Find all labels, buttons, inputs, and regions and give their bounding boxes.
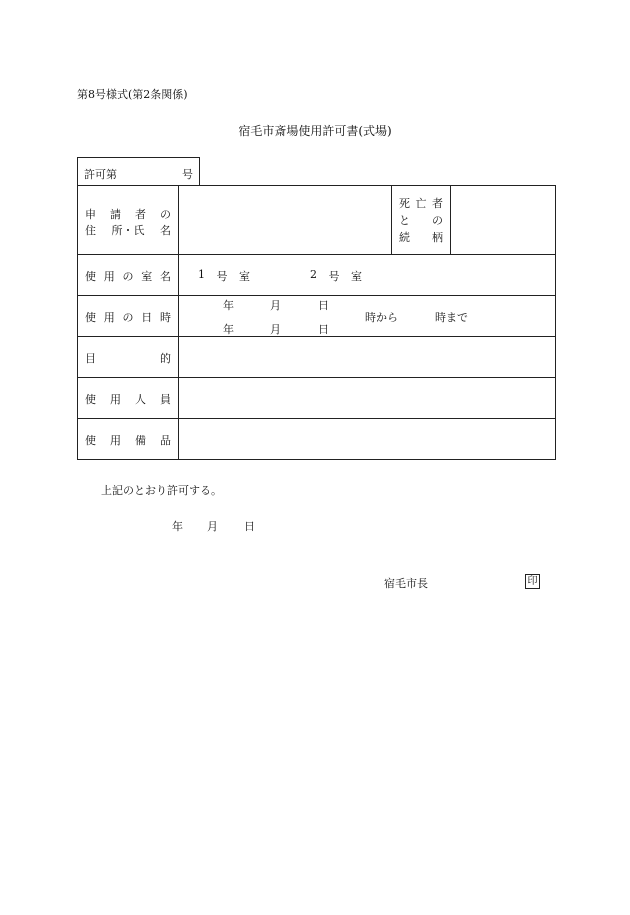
- equipment-label: [85, 432, 171, 448]
- label-char: 使: [85, 311, 96, 324]
- seal-stamp: 印: [525, 574, 540, 589]
- mayor-title: 宿毛市長: [384, 577, 428, 590]
- applicant-label-line2: [85, 222, 171, 238]
- deceased-label-divider-left: [391, 186, 392, 254]
- label-char: 請: [110, 208, 121, 221]
- issue-year: 年: [172, 520, 183, 533]
- option-char: 2: [310, 268, 317, 281]
- start-day: 日: [318, 299, 329, 312]
- label-char: 目: [85, 352, 96, 365]
- label-char: 品: [160, 434, 171, 447]
- label-char: 備: [135, 434, 146, 447]
- option-char: 号: [328, 270, 340, 283]
- label-char: 日: [141, 311, 153, 324]
- label-char: 申: [85, 208, 96, 221]
- purpose-label: [85, 350, 171, 366]
- label-char: 者: [135, 208, 146, 221]
- permit-table: [77, 185, 556, 460]
- start-year: 年: [223, 299, 234, 312]
- end-day: 日: [318, 323, 329, 336]
- deceased-label-line3: [399, 229, 443, 245]
- room-option-2[interactable]: [310, 268, 362, 284]
- time-from: 時から: [365, 311, 398, 324]
- label-char: 住: [85, 224, 96, 237]
- purpose-field[interactable]: [179, 337, 555, 377]
- label-char: 死: [399, 197, 410, 210]
- label-char: 用: [110, 434, 121, 447]
- people-field[interactable]: [179, 378, 555, 418]
- equipment-field[interactable]: [179, 419, 555, 459]
- room-label: [85, 268, 171, 284]
- permit-number-box: [77, 157, 200, 185]
- label-char: 亡: [415, 197, 427, 210]
- label-char: 的: [160, 352, 171, 365]
- label-char: 用: [103, 311, 115, 324]
- permit-suffix: 号: [182, 168, 193, 181]
- room-option-1[interactable]: [198, 268, 250, 284]
- row-divider: [78, 254, 555, 255]
- label-char: 続: [399, 231, 410, 244]
- issue-month: 月: [207, 520, 218, 533]
- approval-statement: 上記のとおり許可する。: [101, 484, 222, 497]
- label-char: 使: [85, 270, 96, 283]
- deceased-label-line2: [399, 212, 443, 228]
- label-char: 名: [160, 270, 171, 283]
- label-char: と: [399, 214, 410, 227]
- label-char: の: [122, 311, 134, 324]
- label-char: 名: [160, 224, 171, 237]
- option-char: 室: [239, 270, 250, 283]
- label-char: 用: [110, 393, 121, 406]
- permit-label: 許可第: [84, 168, 117, 181]
- deceased-label-line1: [399, 195, 443, 211]
- datetime-label: [85, 309, 171, 325]
- end-year: 年: [223, 323, 234, 336]
- label-char: 所・氏: [111, 224, 145, 237]
- time-until: 時まで: [435, 311, 468, 324]
- applicant-label-line1: [85, 206, 171, 222]
- label-char: 柄: [432, 231, 443, 244]
- end-month: 月: [270, 323, 281, 336]
- start-month: 月: [270, 299, 281, 312]
- label-char: の: [122, 270, 134, 283]
- document-title: 宿毛市斎場使用許可書(式場): [238, 124, 392, 138]
- label-char: の: [432, 214, 443, 227]
- label-char: 用: [103, 270, 115, 283]
- applicant-value-field[interactable]: [179, 186, 391, 254]
- option-char: 1: [198, 268, 205, 281]
- label-char: 室: [141, 270, 153, 283]
- deceased-relation-field[interactable]: [451, 186, 555, 254]
- label-char: 時: [160, 311, 171, 324]
- issue-day: 日: [244, 520, 255, 533]
- option-char: 室: [351, 270, 362, 283]
- form-number: 第8号様式(第2条関係): [77, 88, 188, 101]
- label-char: の: [160, 208, 171, 221]
- label-char: 人: [135, 393, 146, 406]
- label-char: 使: [85, 393, 96, 406]
- label-char: 使: [85, 434, 96, 447]
- row-divider: [78, 295, 555, 296]
- people-label: [85, 391, 171, 407]
- label-char: 者: [432, 197, 443, 210]
- label-char: 員: [160, 393, 171, 406]
- option-char: 号: [216, 270, 228, 283]
